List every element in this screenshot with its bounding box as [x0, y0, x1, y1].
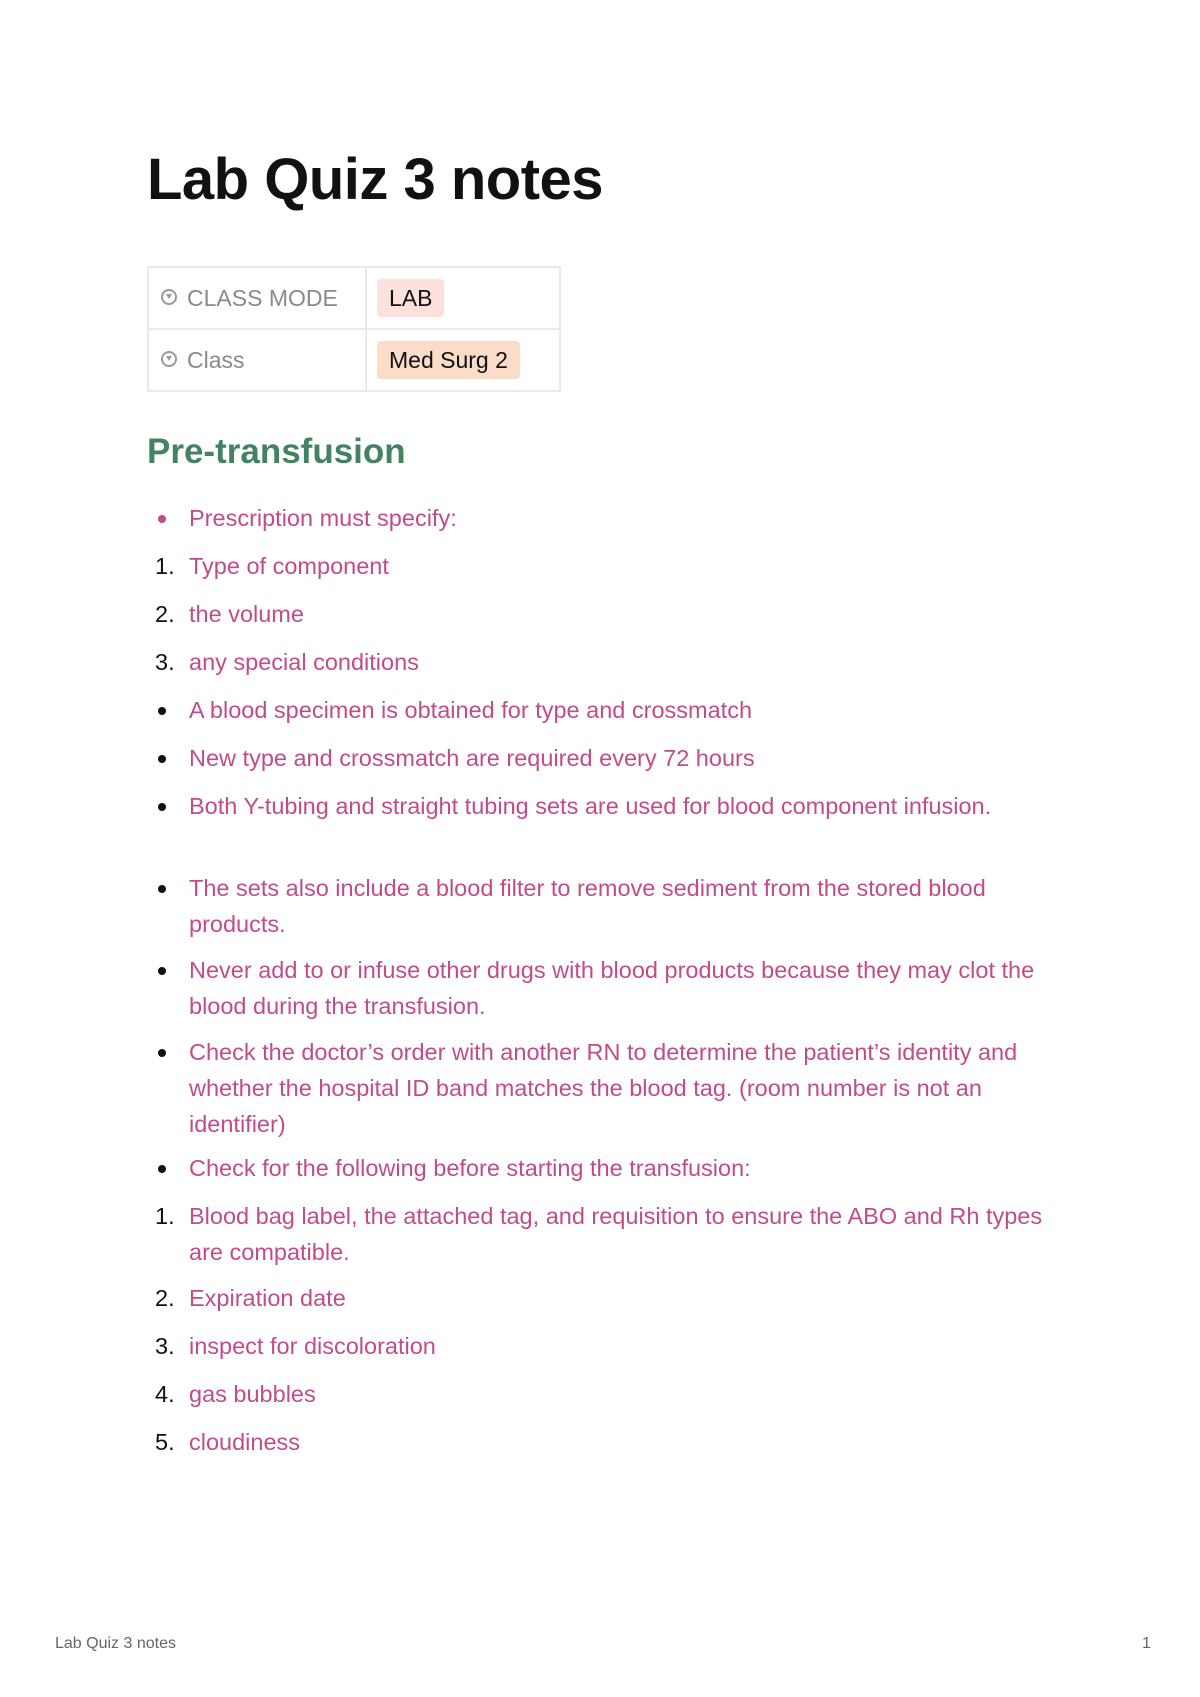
list-item-text: cloudiness — [189, 1429, 301, 1455]
list-item — [147, 644, 1067, 680]
list-item-text: Type of component — [189, 553, 389, 579]
list-number: 2. — [155, 1285, 175, 1311]
list-item — [147, 1328, 1067, 1364]
properties-table — [147, 266, 561, 392]
select-property-icon — [161, 289, 177, 305]
bullet-icon — [158, 755, 166, 763]
class-mode-tag[interactable]: LAB — [377, 279, 444, 317]
bullet-icon — [158, 803, 166, 811]
list-item — [147, 1150, 1067, 1186]
list-number: 3. — [155, 1333, 175, 1359]
list-item — [147, 692, 1067, 728]
class-tag[interactable]: Med Surg 2 — [377, 341, 520, 379]
property-key — [148, 267, 366, 329]
list-item-text: New type and crossmatch are required every 72 hours — [189, 745, 755, 771]
list-item — [147, 1280, 1067, 1316]
property-value[interactable] — [366, 329, 560, 391]
section-heading: Pre-transfusion — [147, 432, 406, 471]
list-item — [147, 1424, 1067, 1460]
list-item — [147, 788, 1067, 824]
list-item-text: Both Y-tubing and straight tubing sets are used for blood component infusion. — [189, 793, 992, 819]
property-key — [148, 329, 366, 391]
list-item — [147, 548, 1067, 584]
footer-doc-name: Lab Quiz 3 notes — [55, 1635, 176, 1652]
list-item — [147, 952, 1067, 1024]
list-item-text: Prescription must specify: — [189, 505, 457, 531]
list-item-text: Check the doctor’s order with another RN to determine the patient’s identity and whether the hospital ID band matches the blood tag. (room number is not an identifier) — [189, 1039, 1018, 1137]
bullet-icon — [158, 707, 166, 715]
list-item-text: the volume — [189, 601, 304, 627]
list-number: 5. — [155, 1429, 175, 1455]
list-item-text: A blood specimen is obtained for type and crossmatch — [189, 697, 753, 723]
list-item-text: Expiration date — [189, 1285, 346, 1311]
list-item-text: any special conditions — [189, 649, 419, 675]
list-item-text: Blood bag label, the attached tag, and requisition to ensure the ABO and Rh types are compatible. — [189, 1203, 1043, 1265]
select-property-icon — [161, 351, 177, 367]
property-label: CLASS MODE — [187, 284, 338, 311]
bullet-icon — [158, 885, 166, 893]
list-item-text: Never add to or infuse other drugs with blood products because they may clot the blood during the transfusion. — [189, 957, 1035, 1019]
list-number: 1. — [155, 1203, 175, 1229]
list-item — [147, 870, 1067, 942]
list-number: 3. — [155, 649, 175, 675]
list-item — [147, 1034, 1067, 1142]
list-item — [147, 1376, 1067, 1412]
footer-page-number: 1 — [1142, 1635, 1151, 1652]
bullet-icon — [158, 1049, 166, 1057]
property-row — [148, 267, 560, 329]
list-item-text: Check for the following before starting the transfusion: — [189, 1155, 751, 1181]
page-title: Lab Quiz 3 notes — [147, 147, 604, 212]
bullet-icon — [158, 1165, 166, 1173]
list-number: 2. — [155, 601, 175, 627]
list-item — [147, 1198, 1067, 1270]
property-value[interactable] — [366, 267, 560, 329]
list-item-text: The sets also include a blood filter to remove sediment from the stored blood products. — [189, 875, 986, 937]
bullet-icon — [158, 967, 166, 975]
list-number: 1. — [155, 553, 175, 579]
list-item — [147, 500, 1067, 536]
property-label: Class — [187, 346, 245, 373]
list-item-text: inspect for discoloration — [189, 1333, 436, 1359]
list-item-text: gas bubbles — [189, 1381, 316, 1407]
bullet-icon — [158, 515, 166, 523]
list-item — [147, 596, 1067, 632]
list-number: 4. — [155, 1381, 175, 1407]
list-item — [147, 740, 1067, 776]
property-row — [148, 329, 560, 391]
